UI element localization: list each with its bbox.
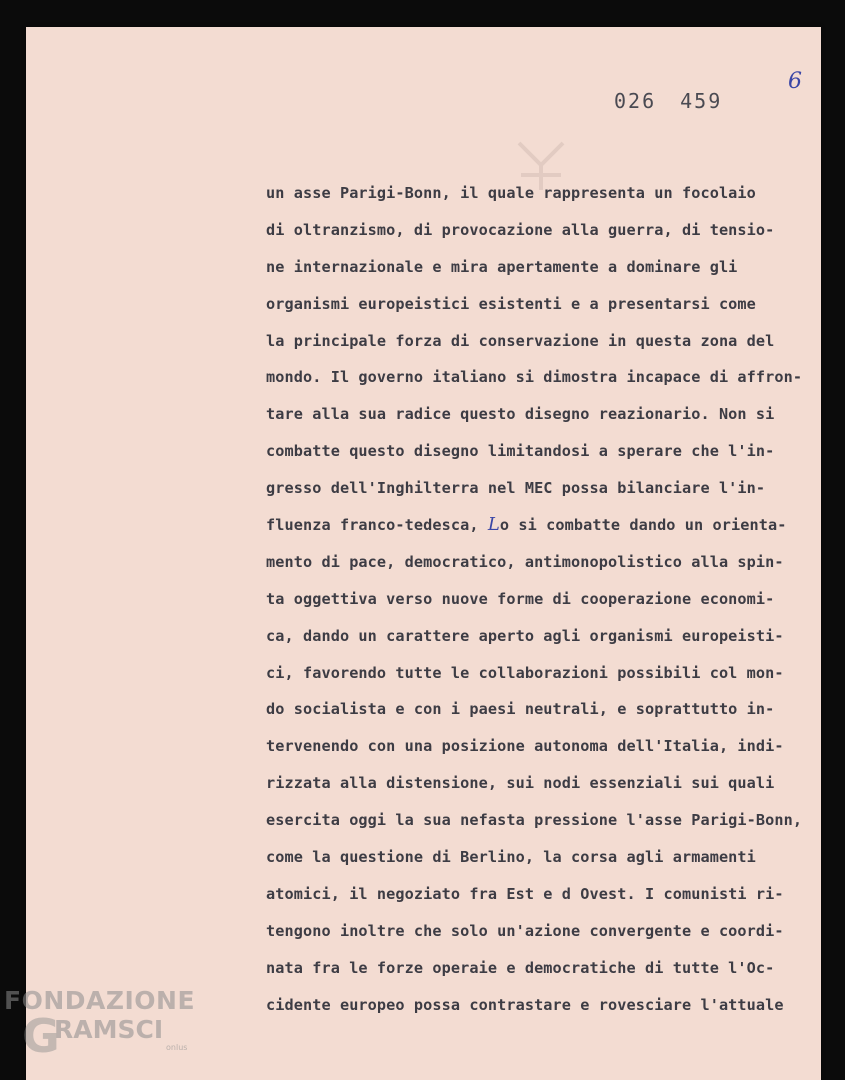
text-line: tengono inoltre che solo un'azione convergente e coordi- — [266, 921, 784, 940]
watermark-line-2-text: RAMSCI — [54, 1015, 164, 1044]
text-line: ta oggettiva verso nuove forme di cooperazione economi- — [266, 589, 775, 608]
text-line: ca, dando un carattere aperto agli organismi europeisti- — [266, 626, 784, 645]
text-line: esercita oggi la sua nefasta pressione l'asse Parigi-Bonn, — [266, 811, 803, 830]
text-line: nata fra le forze operaie e democratiche di tutte l'Oc- — [266, 958, 775, 977]
archive-reference — [614, 89, 722, 113]
text-line: gresso dell'Inghilterra nel MEC possa bilanciare l'in- — [266, 479, 766, 498]
text-line: la principale forza di conservazione in questa zona del — [266, 331, 775, 350]
reference-part-1: 026 — [614, 89, 657, 113]
handwritten-page-number: 6 — [788, 69, 802, 94]
text-line: tare alla sua radice questo disegno reazionario. Non si — [266, 405, 775, 424]
watermark-line-3: onlus — [166, 1043, 188, 1052]
text-segment: o si combatte dando un orienta- — [499, 516, 787, 535]
text-segment: fluenza franco-tedesca, — [266, 516, 488, 535]
text-line: do socialista e con i paesi neutrali, e soprattutto in- — [266, 700, 775, 719]
text-line: mondo. Il governo italiano si dimostra incapace di affron- — [266, 368, 803, 387]
text-line: un asse Parigi-Bonn, il quale rappresenta un focolaio — [266, 184, 756, 202]
text-line: atomici, il negoziato fra Est e d Ovest. I comunisti ri- — [266, 884, 784, 903]
text-line — [266, 510, 826, 547]
text-line: organismi europeistici esistenti e a presentarsi come — [266, 294, 756, 313]
watermark-line-1: FONDAZIONE — [4, 986, 196, 1015]
text-line: cidente europeo possa contrastare e rovesciare l'attuale — [266, 995, 784, 1014]
handwritten-correction: L — [487, 514, 500, 536]
text-line: tervenendo con una posizione autonoma dell'Italia, indi- — [266, 737, 784, 756]
watermark-g-icon: G — [22, 1009, 60, 1063]
text-line: rizzata alla distensione, sui nodi essenziali sui quali — [266, 774, 775, 793]
text-line: mento di pace, democratico, antimonopolistico alla spin- — [266, 552, 784, 571]
text-line: ci, favorendo tutte le collaborazioni possibili col mon- — [266, 663, 784, 682]
fondazione-gramsci-watermark — [4, 986, 196, 1063]
reference-part-2: 459 — [680, 89, 723, 113]
text-line: ne internazionale e mira apertamente a dominare gli — [266, 257, 738, 276]
document-body — [266, 178, 826, 1026]
text-line: combatte questo disegno limitandosi a sperare che l'in- — [266, 442, 775, 461]
text-line: come la questione di Berlino, la corsa agli armamenti — [266, 848, 756, 867]
text-line: di oltranzismo, di provocazione alla guerra, di tensio- — [266, 220, 775, 239]
